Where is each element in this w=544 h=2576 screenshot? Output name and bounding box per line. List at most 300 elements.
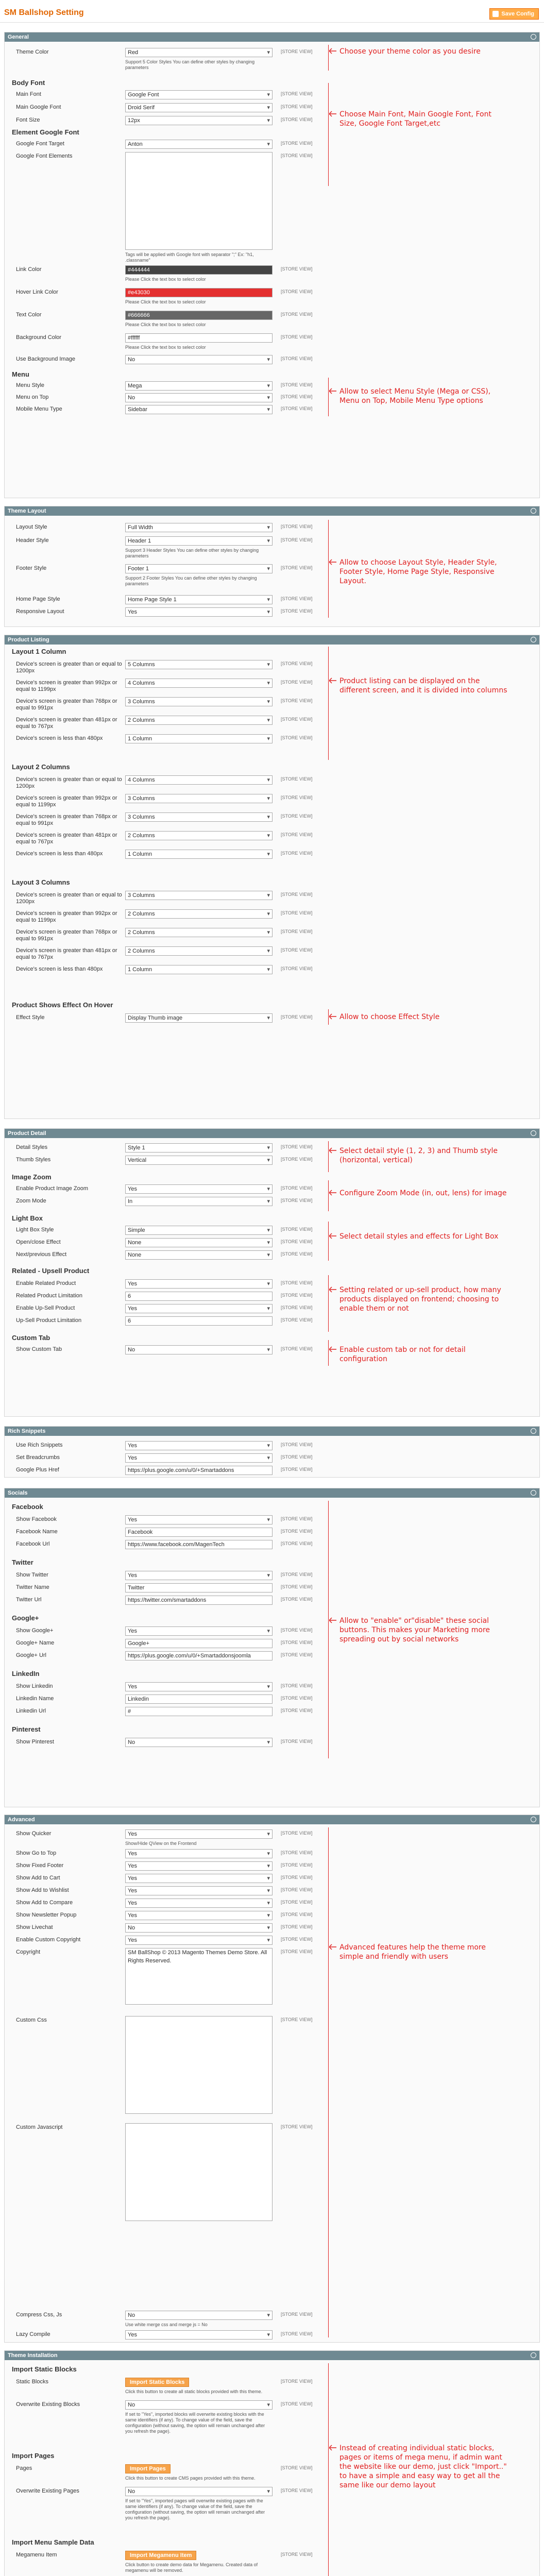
annotation-text: Choose Main Font, Main Google Font, Font Size, Google Font Target,etc [339,110,491,128]
field-note: Use white merge css and merge js = No [125,2322,208,2327]
field-input[interactable]: Yes ▾ [125,1682,273,1691]
field-input[interactable]: 4 Columns ▾ [125,775,273,785]
scope-label: [STORE VIEW] [281,2465,313,2470]
field-label: Google Plus Href [16,1467,59,1473]
annotation-bracket [328,1180,329,1211]
annotation-bracket [328,520,329,618]
field-input[interactable]: Yes ▾ [125,1453,273,1463]
group-title: Layout 3 Columns [12,878,70,886]
field-label: Show Google+ [16,1628,54,1634]
annotation-text: Setting related or up-sell product, how many products displayed on frontend; choosing to enable them or not [339,1286,501,1313]
scope-label: [STORE VIEW] [281,565,313,570]
scope-label: [STORE VIEW] [281,1850,313,1855]
field-label: Static Blocks [16,2379,48,2385]
config-row [12,1860,321,1873]
config-row [12,606,321,619]
config-row [12,677,321,690]
section-title: Product Listing [8,637,49,643]
scope-label: [STORE VIEW] [281,795,313,800]
field-input[interactable]: Yes ▾ [125,1184,273,1194]
config-row [12,380,321,393]
scope-label: [STORE VIEW] [281,153,313,158]
config-row [12,890,321,905]
field-input[interactable]: Simple ▾ [125,1226,273,1235]
config-row [12,1922,321,1935]
config-row [12,102,321,114]
field-input[interactable]: 1 Column ▾ [125,734,273,743]
field-label: Facebook Name [16,1529,58,1535]
annotation-arrow-icon [329,1346,336,1352]
config-row [12,535,321,558]
field-input[interactable]: https://plus.google.com/u/0/+Smartaddonsjoomla [125,1651,273,1660]
config-row [12,392,321,404]
annotation-text: Allow to select Menu Style (Mega or CSS), Menu on Top, Mobile Menu Type options [339,387,491,405]
config-row [12,1249,321,1262]
field-input[interactable]: Google Font ▾ [125,90,273,99]
field-input[interactable]: Yes ▾ [125,607,273,617]
scope-label: [STORE VIEW] [281,1541,313,1546]
field-input[interactable]: Yes ▾ [125,1515,273,1524]
field-input[interactable]: 2 Columns ▾ [125,831,273,840]
field-label: Pages [16,2465,32,2471]
section-advanced [4,1815,540,2343]
import-button[interactable]: Import Megamenu Item [125,2551,196,2560]
field-label: Home Page Style [16,596,60,602]
save-config-button[interactable] [489,8,539,20]
config-row [12,1885,321,1897]
section-title: Advanced [8,1817,35,1823]
field-label: Show Custom Tab [16,1346,62,1352]
config-row [12,1303,321,1315]
annotation-arrow-icon [329,1190,336,1196]
field-input[interactable]: 6 [125,1316,273,1326]
field-input[interactable]: Full Width ▾ [125,523,273,532]
scope-label: [STORE VIEW] [281,1937,313,1942]
field-label: Show Facebook [16,1516,57,1522]
collapse-icon[interactable] [531,34,536,40]
field-input[interactable]: No ▾ [125,2487,273,2496]
field-label: Device's screen is less than 480px [16,851,103,857]
scope-label: [STORE VIEW] [281,1584,313,1589]
field-label: Up-Sell Product Limitation [16,1317,82,1324]
section-product-detail-header[interactable] [5,1129,539,1138]
field-input[interactable]: #666666 [125,311,273,320]
field-label: Effect Style [16,1014,45,1021]
annotation-text: Allow to choose Effect Style [339,1013,440,1021]
field-input[interactable]: Yes ▾ [125,1861,273,1871]
config-row [12,715,321,730]
scope-label: [STORE VIEW] [281,1887,313,1892]
field-label: Show Quicker [16,1831,52,1837]
field-input[interactable]: 1 Column ▾ [125,850,273,859]
field-input[interactable]: 2 Columns ▾ [125,909,273,919]
field-input[interactable]: Display Thumb image ▾ [125,1013,273,1023]
field-input[interactable]: Mega ▾ [125,381,273,391]
section-socials-header[interactable] [5,1488,539,1498]
scope-label: [STORE VIEW] [281,1014,313,1020]
annotation-bracket [328,83,329,186]
field-input[interactable]: Yes ▾ [125,1899,273,1908]
config-row [12,1440,321,1452]
scope-label: [STORE VIEW] [281,1572,313,1577]
annotation-bracket [328,1222,329,1261]
group-title: Body Font [12,79,45,87]
scope-label: [STORE VIEW] [281,1144,313,1149]
field-label: Facebook Url [16,1541,50,1547]
scope-label: [STORE VIEW] [281,832,313,837]
collapse-icon[interactable] [531,1428,536,1434]
collapse-icon[interactable] [531,2352,536,2358]
field-input[interactable]: No ▾ [125,1345,273,1354]
scope-label: [STORE VIEW] [281,1912,313,1917]
field-input[interactable]: Yes ▾ [125,1936,273,1945]
field-label: Main Google Font [16,104,61,110]
scope-label: [STORE VIEW] [281,2488,313,2493]
field-note: Please Click the text box to select color [125,345,206,350]
config-row [12,310,321,327]
section-title: Theme Installation [8,2352,58,2359]
scope-label: [STORE VIEW] [281,910,313,916]
field-input[interactable]: Yes ▾ [125,1304,273,1313]
field-note: If set to "Yes", imported blocks will overwrite existing blocks with the same identifiers (if any). To change value of the field, save the configuration (without saving, the option will remain unchanged after you refresh the page). [125,2412,265,2434]
annotation-bracket [328,1340,329,1366]
field-label: Device's screen is greater than 768px or equal to 991px [16,814,117,826]
scope-label: [STORE VIEW] [281,141,313,146]
field-label: Open/close Effect [16,1239,61,1245]
annotation-arrow-icon [329,559,336,565]
field-input[interactable]: In ▾ [125,1197,273,1206]
annotation-arrow-icon [329,2445,336,2451]
config-row [12,1737,321,1749]
field-input[interactable]: Yes ▾ [125,1849,273,1858]
scope-label: [STORE VIEW] [281,1198,313,1203]
field-input[interactable]: 1 Column ▾ [125,965,273,974]
config-row [12,1910,321,1922]
field-input[interactable]: https://plus.google.com/u/0/+Smartaddons [125,1466,273,1475]
annotation-arrow-icon [329,677,336,684]
field-label: Show Pinterest [16,1739,54,1745]
field-label: Enable Related Product [16,1280,76,1286]
config-row [12,1183,321,1196]
scope-label: [STORE VIEW] [281,2552,313,2557]
section-rich-snippets [4,1426,540,1478]
field-input[interactable]: #444444 [125,265,273,275]
field-label: Use Background Image [16,356,75,362]
field-label: Show Go to Top [16,1850,57,1856]
field-label: Font Size [16,117,40,123]
config-row [12,404,321,416]
field-input[interactable]: https://twitter.com/smartaddons [125,1596,273,1605]
config-row [12,2486,321,2520]
field-input[interactable]: https://www.facebook.com/MagenTech [125,1540,273,1549]
field-label: Related Product Limitation [16,1293,83,1299]
section-product-listing-header[interactable] [5,635,539,645]
field-input[interactable]: 4 Columns ▾ [125,679,273,688]
field-label: Main Font [16,91,41,97]
field-label: Device's screen is greater than or equal to 1200px [16,892,122,905]
field-note: Please Click the text box to select color [125,299,206,304]
scope-label: [STORE VIEW] [281,1739,313,1744]
scope-label: [STORE VIEW] [281,356,313,361]
annotation-bracket [328,2363,329,2576]
field-input[interactable]: Google+ [125,1639,273,1648]
field-label: Light Box Style [16,1227,54,1233]
field-note: Click button to create demo data for Megamenu. Created data of megamenu will be removed. [125,2562,258,2573]
scope-label: [STORE VIEW] [281,1529,313,1534]
collapse-icon[interactable] [531,1817,536,1822]
field-label: Device's screen is greater than 992px or equal to 1199px [16,795,117,808]
config-row [12,1625,321,1638]
field-input[interactable]: Home Page Style 1 ▾ [125,595,273,604]
field-input[interactable]: No ▾ [125,1738,273,1747]
field-input[interactable] [125,2123,273,2221]
section-advanced-header[interactable] [5,1815,539,1824]
config-row [12,287,321,304]
config-row [12,1638,321,1650]
section-theme-installation [4,2350,540,2576]
field-input[interactable]: None ▾ [125,1238,273,1247]
field-input[interactable]: 2 Columns ▾ [125,946,273,956]
field-input[interactable]: Yes ▾ [125,1874,273,1883]
section-theme-layout [4,506,540,627]
field-label: Device's screen is less than 480px [16,966,103,972]
annotation-arrow-icon [329,1233,336,1239]
config-row [12,1225,321,1237]
config-row [12,594,321,606]
scope-label: [STORE VIEW] [281,1683,313,1688]
field-label: Link Color [16,266,42,273]
field-input[interactable]: Yes ▾ [125,1829,273,1839]
field-input[interactable]: Yes ▾ [125,1911,273,1920]
annotation-bracket [328,378,329,416]
field-input[interactable]: 3 Columns ▾ [125,812,273,822]
field-input[interactable]: Footer 1 ▾ [125,564,273,573]
field-input[interactable]: No ▾ [125,355,273,364]
section-general-header[interactable] [5,32,539,42]
field-input[interactable]: SM BallShop © 2013 Magento Themes Demo Store. All Rights Reserved. [125,1948,273,2005]
field-note: Support 2 Footer Styles You can define other styles by changing parameters [125,575,257,586]
config-row [12,1681,321,1693]
scope-label: [STORE VIEW] [281,1862,313,1868]
field-label: Twitter Name [16,1584,49,1590]
section-title: Rich Snippets [8,1428,46,1434]
field-label: Twitter Url [16,1597,42,1603]
collapse-icon[interactable] [531,1130,536,1136]
field-input[interactable]: 3 Columns ▾ [125,794,273,803]
collapse-icon[interactable] [531,508,536,514]
field-label: Background Color [16,334,62,341]
field-label: Compress Css, Js [16,2312,62,2318]
config-row [12,1582,321,1595]
field-input[interactable]: Anton ▾ [125,140,273,149]
field-label: Device's screen is less than 480px [16,735,103,741]
group-title: Image Zoom [12,1173,52,1181]
field-label: Device's screen is greater than 481px or equal to 767px [16,832,117,845]
field-input[interactable]: #ffffff [125,333,273,343]
field-input[interactable]: Yes ▾ [125,1886,273,1895]
config-row [12,1595,321,1607]
save-icon [492,11,499,17]
field-input[interactable]: # [125,1707,273,1716]
config-row [12,774,321,787]
config-row [12,1514,321,1527]
scope-label: [STORE VIEW] [281,289,313,294]
section-rich-snippets-header[interactable] [5,1427,539,1436]
field-input[interactable]: 2 Columns ▾ [125,716,273,725]
scope-label: [STORE VIEW] [281,1227,313,1232]
field-input[interactable]: Twitter [125,1583,273,1592]
annotation-text: Allow to "enable" or"disable" these social buttons. This makes your Marketing more spreading out by social networks [339,1617,490,1643]
scope-label: [STORE VIEW] [281,49,313,54]
scope-label: [STORE VIEW] [281,537,313,543]
field-input[interactable]: Sidebar ▾ [125,405,273,414]
field-input[interactable]: 6 [125,1292,273,1301]
scope-label: [STORE VIEW] [281,1157,313,1162]
collapse-icon[interactable] [531,1490,536,1496]
config-row [12,2329,321,2342]
group-title: Light Box [12,1214,43,1222]
config-row [12,2399,321,2434]
field-input[interactable]: No ▾ [125,2400,273,2410]
field-input[interactable]: No ▾ [125,393,273,402]
field-input[interactable]: Yes ▾ [125,1279,273,1289]
field-input[interactable]: No ▾ [125,1923,273,1933]
field-input[interactable]: Header 1 ▾ [125,536,273,546]
save-label: Save Config [501,11,534,17]
config-row [12,139,321,151]
theme-color-select[interactable]: Red ▾ [125,48,273,57]
scope-label: [STORE VIEW] [281,735,313,740]
field-input[interactable] [125,2016,273,2114]
scope-label: [STORE VIEW] [281,334,313,340]
scope-label: [STORE VIEW] [281,1305,313,1310]
field-label: Show Linkedin [16,1683,53,1689]
scope-label: [STORE VIEW] [281,2379,313,2384]
config-row [12,1315,321,1328]
scope-label: [STORE VIEW] [281,524,313,529]
config-row [12,563,321,586]
section-theme-layout-header[interactable] [5,506,539,516]
field-input[interactable]: Yes ▾ [125,1626,273,1636]
field-label: Show Add to Cart [16,1875,60,1881]
config-row [12,1465,321,1477]
scope-label: [STORE VIEW] [281,1442,313,1447]
field-input[interactable]: Linkedin [125,1694,273,1704]
scope-label: [STORE VIEW] [281,382,313,387]
scope-label: [STORE VIEW] [281,947,313,953]
field-input[interactable]: Yes ▾ [125,2330,273,2340]
field-input[interactable]: No ▾ [125,2311,273,2320]
field-label: Menu Style [16,382,45,388]
annotation-arrow-icon [329,1944,336,1950]
config-row [12,1155,321,1167]
group-title: Google+ [12,1614,39,1622]
config-row [12,354,321,366]
config-row [12,849,321,861]
section-product-detail [4,1128,540,1417]
group-title: Element Google Font [12,128,79,136]
field-label: Linkedin Name [16,1696,54,1702]
field-label: Custom Javascript [16,2124,63,2130]
annotation-arrow-icon [329,1147,336,1154]
config-row [12,1142,321,1155]
config-row [12,1237,321,1249]
field-label: Responsive Layout [16,608,64,615]
field-input[interactable]: Vertical ▾ [125,1156,273,1165]
collapse-icon[interactable] [531,637,536,642]
annotation-text: Advanced features help the theme more simple and friendly with users [339,1943,486,1961]
group-title: Import Menu Sample Data [12,2538,94,2546]
scope-label: [STORE VIEW] [281,312,313,317]
scope-label: [STORE VIEW] [281,91,313,96]
config-row [12,115,321,127]
scope-label: [STORE VIEW] [281,266,313,272]
field-label: Linkedin Url [16,1708,46,1714]
config-row [12,945,321,958]
scope-label: [STORE VIEW] [281,892,313,897]
field-input[interactable]: 5 Columns ▾ [125,660,273,669]
field-label: Show Twitter [16,1572,48,1578]
annotation-arrow-icon [329,111,336,117]
field-input[interactable]: Style 1 ▾ [125,1143,273,1153]
scope-label: [STORE VIEW] [281,104,313,109]
field-label: Google+ Name [16,1640,55,1646]
field-label: Use Rich Snippets [16,1442,63,1448]
field-input[interactable]: 12px ▾ [125,116,273,125]
field-input[interactable]: Facebook [125,1528,273,1537]
config-row [12,1650,321,1663]
field-note: If set to "Yes", imported pages will overwrite existing pages with the same identifiers (if any). To change value of the field, save the configuration (without saving, the option will remain unchanged after you refresh the page). [125,2498,265,2520]
field-note: Support 5 Color Styles You can define other styles by changing parameters [125,59,255,70]
section-title: Theme Layout [8,508,46,514]
field-input[interactable] [125,152,273,250]
field-input[interactable]: Yes ▾ [125,1571,273,1580]
field-label: Show Newsletter Popup [16,1912,77,1918]
group-title: Import Pages [12,2452,55,2460]
group-title: Facebook [12,1503,43,1511]
import-button[interactable]: Import Pages [125,2464,171,2473]
group-title: Custom Tab [12,1334,50,1342]
section-title: Product Detail [8,1130,46,1137]
field-label: Device's screen is greater than 992px or equal to 1199px [16,910,117,923]
field-input[interactable]: 3 Columns ▾ [125,697,273,706]
field-label: Show Add to Compare [16,1900,73,1906]
field-label: Show Livechat [16,1924,53,1930]
section-theme-installation-header[interactable] [5,2351,539,2360]
field-input[interactable]: Droid Serif ▾ [125,103,273,112]
field-label: Overwrite Existing Pages [16,2488,79,2494]
field-input[interactable]: 3 Columns ▾ [125,891,273,900]
field-input[interactable]: None ▾ [125,1250,273,1260]
field-label: Enable Product Image Zoom [16,1185,89,1192]
field-input[interactable]: #e43030 [125,288,273,297]
scope-label: [STORE VIEW] [281,1640,313,1645]
scope-label: [STORE VIEW] [281,1949,313,1954]
config-row [12,47,321,70]
config-row [12,2550,321,2573]
field-label: Device's screen is greater than 481px or equal to 767px [16,947,117,960]
annotation-text: Instead of creating individual static blocks, pages or items of mega menu, if admin want the website like our demo, just click "Import.." to have a simple and easy way to get all the same like our demo layout [339,2444,507,2489]
field-input[interactable]: Yes ▾ [125,1441,273,1450]
import-button[interactable]: Import Static Blocks [125,2378,189,2387]
annotation-arrow-icon [329,388,336,394]
config-row [12,1897,321,1910]
field-label: Text Color [16,312,42,318]
scope-label: [STORE VIEW] [281,608,313,614]
field-input[interactable]: 2 Columns ▾ [125,928,273,937]
scope-label: [STORE VIEW] [281,1239,313,1244]
config-row [12,1706,321,1718]
